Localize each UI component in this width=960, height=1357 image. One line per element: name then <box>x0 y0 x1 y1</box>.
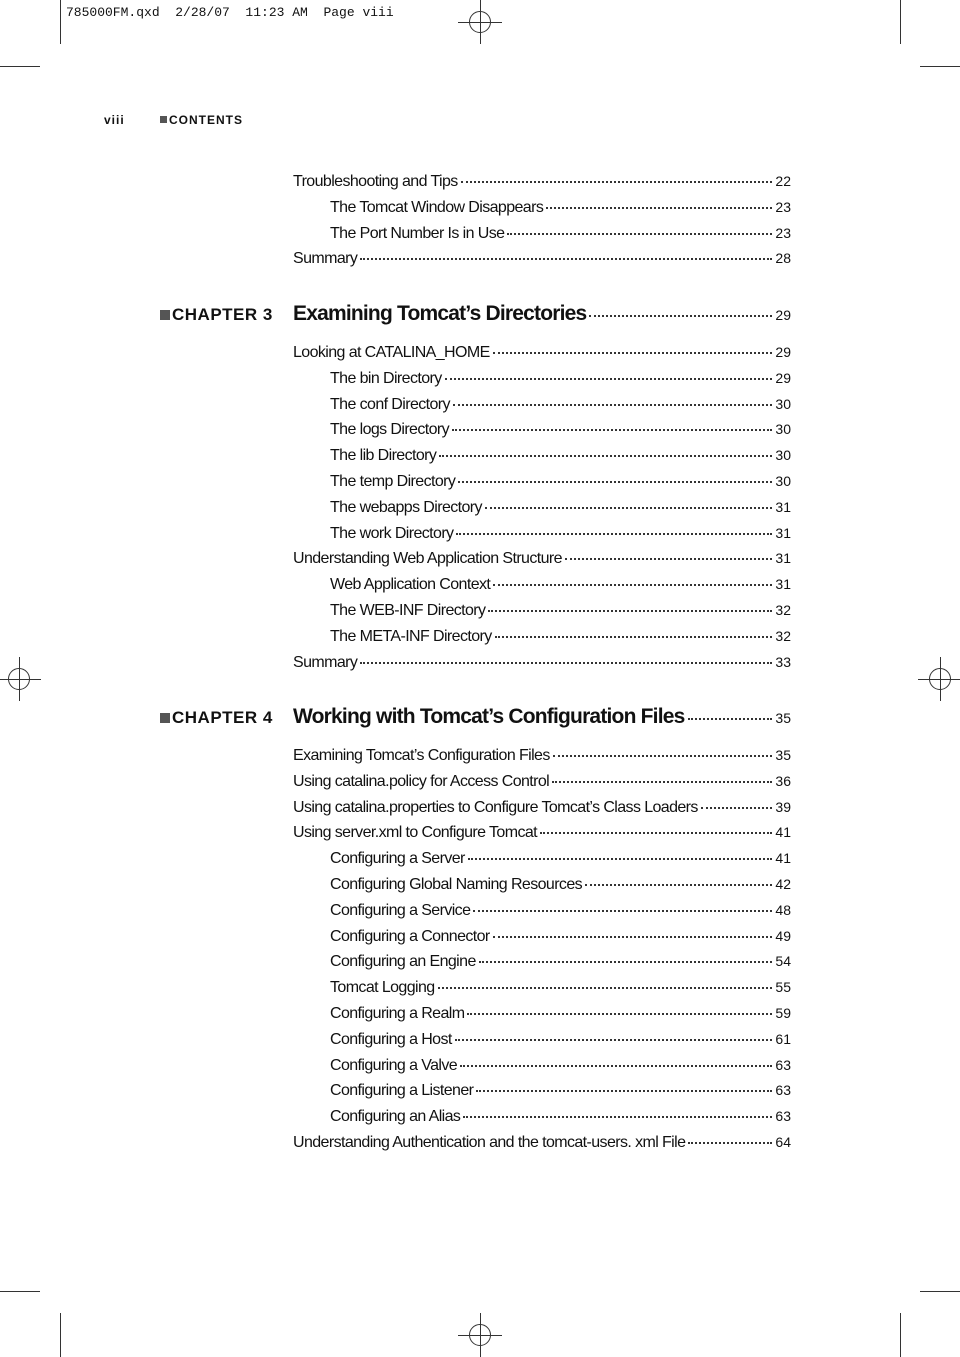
page-number: viii <box>104 113 125 127</box>
dot-leader <box>688 1142 772 1144</box>
registration-mark <box>469 1324 491 1346</box>
toc-entry-page: 48 <box>775 901 791 918</box>
toc-entry-title: Configuring a Listener <box>330 1082 474 1100</box>
toc-entry-page: 29 <box>775 344 791 360</box>
toc-entry-title: Configuring an Engine <box>330 953 476 971</box>
toc-entry-title: The work Directory <box>330 524 454 542</box>
crop-mark <box>0 1291 40 1292</box>
toc-entry-title: Configuring a Valve <box>330 1056 458 1074</box>
toc-entry-title: Using catalina.properties to Configure Tomcat’s Class Loaders <box>293 798 698 816</box>
toc-entry[interactable] <box>330 447 791 467</box>
registration-mark <box>8 668 30 690</box>
toc-entry[interactable] <box>330 473 791 493</box>
toc-entry-page: 59 <box>775 1005 791 1021</box>
toc-entry-title: The temp Directory <box>330 473 456 490</box>
toc-entry[interactable] <box>330 1082 791 1102</box>
toc-entry-page: 35 <box>775 747 791 763</box>
toc-entry[interactable] <box>330 576 791 596</box>
toc-entry[interactable] <box>330 979 791 999</box>
dot-leader <box>467 1013 772 1015</box>
toc-entry[interactable] <box>293 654 791 674</box>
toc-entry-page: 33 <box>775 653 791 670</box>
toc-entry-title: Using server.xml to Configure Tomcat <box>293 824 537 842</box>
dot-leader <box>546 207 772 209</box>
toc-entry[interactable] <box>330 199 791 219</box>
square-bullet-icon <box>160 116 167 123</box>
toc-entry-page: 23 <box>775 224 791 241</box>
toc-entry-page: 54 <box>775 953 791 970</box>
toc-entry[interactable] <box>330 876 791 896</box>
toc-entry-title: Using catalina.policy for Access Control <box>293 772 550 790</box>
registration-mark <box>469 11 491 33</box>
toc-entry-page: 31 <box>775 576 791 593</box>
toc-entry-page: 49 <box>775 927 791 944</box>
square-bullet-icon <box>160 713 170 723</box>
toc-entry-title: Web Application Context <box>330 576 491 594</box>
toc-entry-title: The META-INF Directory <box>330 627 492 645</box>
toc-entry-title: Troubleshooting and Tips <box>293 173 458 190</box>
dot-leader <box>456 533 772 535</box>
toc-entry-page: 64 <box>775 1134 791 1150</box>
dot-leader <box>479 961 773 963</box>
toc-entry[interactable] <box>330 421 791 441</box>
dot-leader <box>553 755 773 757</box>
toc-entry-title: The lib Directory <box>330 447 437 465</box>
toc-entry-title: Examining Tomcat’s Configuration Files <box>293 747 550 764</box>
chapter-page: 35 <box>775 710 791 726</box>
toc-entry-page: 31 <box>775 550 791 567</box>
dot-leader <box>552 781 772 783</box>
toc-entry-page: 31 <box>775 524 791 541</box>
dot-leader <box>445 378 773 380</box>
toc-entry-page: 30 <box>775 395 791 412</box>
toc-entry[interactable] <box>293 250 791 270</box>
toc-entry[interactable] <box>330 1031 791 1051</box>
toc-entry-page: 29 <box>775 369 791 386</box>
toc-entry[interactable] <box>293 773 791 793</box>
toc-entry-page: 42 <box>775 876 791 892</box>
toc-entry-page: 32 <box>775 602 791 618</box>
toc-entry-title: Understanding Authentication and the tomcat-users. xml File <box>293 1134 686 1151</box>
crop-mark <box>920 66 960 67</box>
toc-entry[interactable] <box>330 628 791 648</box>
dot-leader <box>589 315 772 317</box>
toc-entry-title: Configuring Global Naming Resources <box>330 876 583 893</box>
dot-leader <box>701 807 773 809</box>
dot-leader <box>453 404 773 406</box>
toc-entry-title: Understanding Web Application Structure <box>293 550 562 568</box>
toc-entry[interactable] <box>330 928 791 948</box>
toc-entry-title: Configuring a Server <box>330 850 465 868</box>
toc-entry-title: The WEB-INF Directory <box>330 602 486 619</box>
chapter-3-label <box>160 305 273 325</box>
dot-leader <box>452 429 772 431</box>
toc-entry[interactable] <box>293 799 791 819</box>
dot-leader <box>360 662 772 664</box>
toc-entry-page: 32 <box>775 627 791 644</box>
toc-entry[interactable] <box>293 550 791 570</box>
toc-entry-title: Configuring a Realm <box>330 1005 465 1022</box>
toc-entry-title: The Port Number Is in Use <box>330 224 505 242</box>
toc-entry-title: Tomcat Logging <box>330 979 435 997</box>
chapter-title-text: Working with Tomcat’s Configuration Files <box>293 705 685 728</box>
dot-leader <box>493 352 773 354</box>
dot-leader <box>507 233 772 235</box>
toc-entry[interactable] <box>330 902 791 922</box>
toc-entry[interactable] <box>293 1134 791 1154</box>
toc-entry[interactable] <box>330 1057 791 1077</box>
toc-entry[interactable] <box>330 602 791 622</box>
toc-entry-page: 63 <box>775 1082 791 1099</box>
toc-entry-page: 28 <box>775 250 791 267</box>
running-header <box>104 113 243 127</box>
toc-entry[interactable] <box>330 850 791 870</box>
square-bullet-icon <box>160 310 170 320</box>
dot-leader <box>468 858 773 860</box>
dot-leader <box>458 481 772 483</box>
dot-leader <box>540 832 772 834</box>
crop-mark <box>900 1313 901 1357</box>
dot-leader <box>463 1116 772 1118</box>
crop-mark <box>60 1313 61 1357</box>
toc-entry-page: 41 <box>775 850 791 867</box>
chapter-4-label <box>160 708 273 728</box>
dot-leader <box>476 1090 772 1092</box>
chapter-label-text: CHAPTER 3 <box>172 305 273 324</box>
toc-entry-page: 22 <box>775 173 791 189</box>
toc-entry-title: The bin Directory <box>330 369 442 387</box>
dot-leader <box>495 636 773 638</box>
toc-entry-title: The logs Directory <box>330 421 450 439</box>
toc-entry-page: 30 <box>775 421 791 438</box>
toc-entry-title: Summary <box>293 653 358 671</box>
toc-entry-page: 41 <box>775 824 791 841</box>
dot-leader <box>461 181 773 183</box>
toc-entry[interactable] <box>293 824 791 844</box>
print-slug: 785000FM.qxd 2/28/07 11:23 AM Page viii <box>66 5 394 20</box>
toc-entry[interactable] <box>330 1005 791 1025</box>
dot-leader <box>360 258 772 260</box>
dot-leader <box>438 987 773 989</box>
dot-leader <box>688 718 773 720</box>
dot-leader <box>493 584 772 586</box>
toc-entry-title: Looking at CATALINA_HOME <box>293 344 490 361</box>
toc-entry[interactable] <box>330 370 791 390</box>
toc-entry-page: 61 <box>775 1030 791 1047</box>
dot-leader <box>485 507 773 509</box>
toc-entry[interactable] <box>330 1108 791 1128</box>
toc-entry[interactable] <box>293 173 791 193</box>
toc-entry[interactable] <box>330 953 791 973</box>
toc-entry-title: Configuring a Host <box>330 1030 452 1048</box>
toc-entry[interactable] <box>330 525 791 545</box>
toc-entry[interactable] <box>293 747 791 767</box>
dot-leader <box>439 455 772 457</box>
dot-leader <box>473 910 772 912</box>
section-title: CONTENTS <box>169 113 243 127</box>
toc-entry[interactable] <box>330 499 791 519</box>
registration-mark <box>929 668 951 690</box>
toc-entry-page: 23 <box>775 198 791 215</box>
dot-leader <box>585 884 772 886</box>
chapter-label-text: CHAPTER 4 <box>172 708 273 727</box>
toc-entry-title: Configuring an Alias <box>330 1108 461 1126</box>
toc-entry[interactable] <box>293 344 791 364</box>
toc-entry-title: Summary <box>293 250 358 268</box>
toc-entry-page: 36 <box>775 772 791 789</box>
dot-leader <box>460 1065 772 1067</box>
toc-entry-title: Configuring a Connector <box>330 927 490 945</box>
toc-entry-page: 30 <box>775 473 791 489</box>
chapter-title-text: Examining Tomcat’s Directories <box>293 302 587 325</box>
crop-mark <box>900 0 901 44</box>
chapter-page: 29 <box>775 307 791 323</box>
chapter-4-title[interactable] <box>293 705 791 729</box>
crop-mark <box>0 66 40 67</box>
dot-leader <box>455 1039 773 1041</box>
toc-entry-page: 55 <box>775 979 791 996</box>
crop-mark <box>920 1291 960 1292</box>
toc-entry-page: 30 <box>775 447 791 464</box>
toc-entry[interactable] <box>330 225 791 245</box>
dot-leader <box>493 936 773 938</box>
toc-entry-title: The webapps Directory <box>330 498 482 516</box>
toc-entry[interactable] <box>330 396 791 416</box>
toc-entry-page: 63 <box>775 1056 791 1073</box>
toc-entry-page: 63 <box>775 1108 791 1125</box>
toc-entry-title: The Tomcat Window Disappears <box>330 198 544 216</box>
crop-mark <box>60 0 61 44</box>
toc-entry-page: 31 <box>775 498 791 515</box>
dot-leader <box>488 610 772 612</box>
toc-entry-title: The conf Directory <box>330 395 450 413</box>
chapter-3-title[interactable] <box>293 302 791 326</box>
toc-entry-page: 39 <box>775 798 791 815</box>
dot-leader <box>565 558 773 560</box>
toc-entry-title: Configuring a Service <box>330 901 471 919</box>
